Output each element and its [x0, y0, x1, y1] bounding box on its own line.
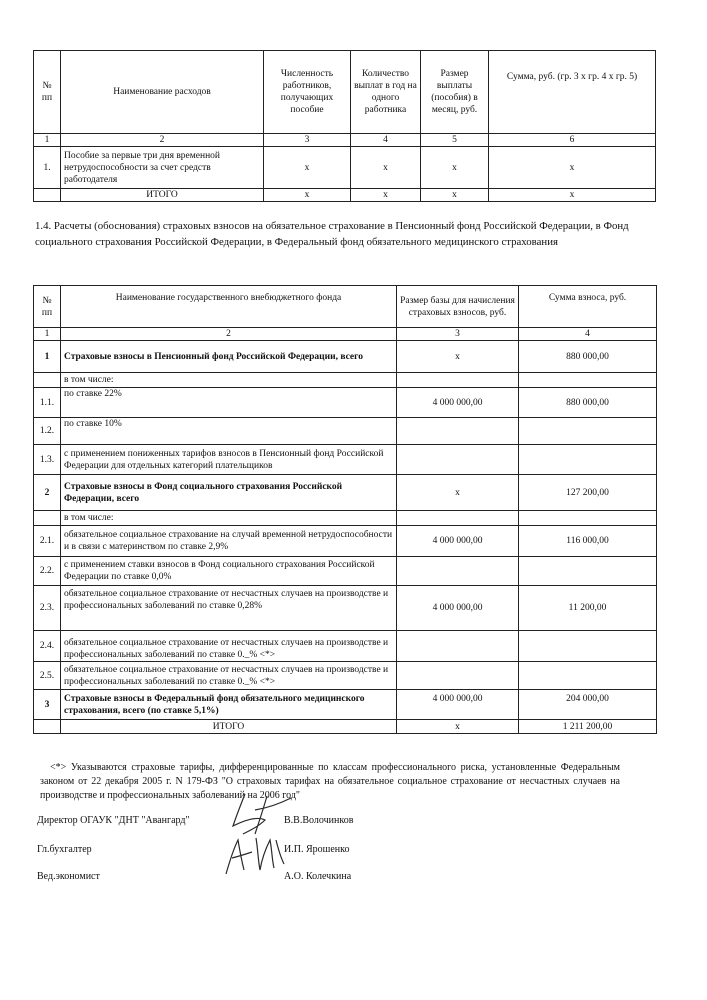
table-row: [34, 418, 657, 445]
total-cell: х: [421, 189, 489, 202]
row-name: с применением пониженных тарифов взносов в Пенсионный фонд Российской Федерации для отдельных категорий плательщиков: [61, 445, 397, 475]
table-row: [34, 147, 656, 189]
total-cell: х: [351, 189, 421, 202]
row-num: 1.2.: [34, 418, 61, 445]
handwritten-signature-accountant: [222, 830, 292, 880]
total-sum: 1 211 200,00: [519, 720, 657, 734]
row-sum: [519, 373, 657, 388]
row-cell: х: [351, 147, 421, 189]
footnote: <*> Указываются страховые тарифы, дифференцированные по классам профессионального риска, установленные Федеральным законом от 22 декабря 2005 г. N 179-ФЗ "О страховых тарифах на обязательное социальное страхование от несчастных случаев на производстве и профессиональных заболеваний на 2006 год": [40, 762, 620, 801]
header-contribution-sum: Сумма взноса, руб.: [519, 286, 657, 328]
row-base: [397, 631, 519, 662]
table-row: [34, 631, 657, 662]
table-row: [34, 586, 657, 631]
col-number: 3: [264, 134, 351, 147]
row-sum: 880 000,00: [519, 341, 657, 373]
col-number: 5: [421, 134, 489, 147]
row-num: 1.1.: [34, 388, 61, 418]
table-row: [34, 341, 657, 373]
row-sum: [519, 445, 657, 475]
row-base: [397, 373, 519, 388]
row-cell: х: [421, 147, 489, 189]
row-name: обязательное социальное страхование от несчастных случаев на производстве и профессиональных заболеваний по ставке 0._% <*>: [61, 662, 397, 690]
total-row: [34, 189, 656, 202]
row-sum: 127 200,00: [519, 475, 657, 511]
signature-title: Директор ОГАУК "ДНТ "Авангард": [37, 815, 190, 826]
row-sum: 880 000,00: [519, 388, 657, 418]
header-num: № пп: [34, 286, 61, 328]
signature-title: Гл.бухгалтер: [37, 844, 92, 855]
signature-title: Вед.экономист: [37, 871, 100, 882]
table-row: [34, 511, 657, 526]
row-name: Страховые взносы в Пенсионный фонд Российской Федерации, всего: [61, 341, 397, 373]
table-row: [34, 445, 657, 475]
row-num: 1.: [34, 147, 61, 189]
total-cell: х: [264, 189, 351, 202]
signature-name: В.В.Волочинков: [284, 815, 354, 826]
row-base: [397, 662, 519, 690]
total-label: ИТОГО: [61, 189, 264, 202]
total-cell: х: [489, 189, 656, 202]
row-num: [34, 511, 61, 526]
row-num: 2.5.: [34, 662, 61, 690]
row-num: 2.3.: [34, 586, 61, 631]
row-num: 2.4.: [34, 631, 61, 662]
row-sum: [519, 557, 657, 586]
table-row: [34, 388, 657, 418]
row-base: 4 000 000,00: [397, 526, 519, 557]
row-base: х: [397, 341, 519, 373]
header-sum: Сумма, руб. (гр. 3 х гр. 4 х гр. 5): [489, 51, 656, 134]
signature-name: И.П. Ярошенко: [284, 844, 350, 855]
header-expense-name: Наименование расходов: [61, 51, 264, 134]
row-cell: х: [489, 147, 656, 189]
row-sum: 116 000,00: [519, 526, 657, 557]
row-base: [397, 557, 519, 586]
signature-name: А.О. Колечкина: [284, 871, 352, 882]
col-number: 1: [34, 328, 61, 341]
row-sum: [519, 631, 657, 662]
row-name: Пособие за первые три дня временной нетрудоспособности за счет средств работодателя: [61, 147, 264, 189]
header-base: Размер базы для начисления страховых взносов, руб.: [397, 286, 519, 328]
contributions-table: [33, 285, 657, 734]
total-row: [34, 720, 657, 734]
row-base: [397, 445, 519, 475]
header-num: № пп: [34, 51, 61, 134]
row-name: Страховые взносы в Фонд социального страхования Российской Федерации, всего: [61, 475, 397, 511]
row-base: 4 000 000,00: [397, 388, 519, 418]
col-number: 1: [34, 134, 61, 147]
table-row: [34, 690, 657, 720]
row-name: с применением ставки взносов в Фонд социального страхования Российской Федерации по ставке 0,0%: [61, 557, 397, 586]
row-num: 2.1.: [34, 526, 61, 557]
col-number: 4: [351, 134, 421, 147]
row-num: 2: [34, 475, 61, 511]
row-name: по ставке 22%: [61, 388, 397, 418]
row-base: 4 000 000,00: [397, 690, 519, 720]
row-base: [397, 418, 519, 445]
table-row: [34, 662, 657, 690]
total-label: ИТОГО: [61, 720, 397, 734]
section-title: 1.4. Расчеты (обоснования) страховых взносов на обязательное страхование в Пенсионный фонд Российской Федерации, в Фонд социального страхования Российской Федерации, в Федеральный фонд обязательного медицинского страхования: [35, 220, 629, 248]
row-sum: 204 000,00: [519, 690, 657, 720]
col-number: 3: [397, 328, 519, 341]
header-payments-count: Количество выплат в год на одного работника: [351, 51, 421, 134]
row-base: [397, 511, 519, 526]
row-base: х: [397, 475, 519, 511]
expenses-table: [33, 50, 656, 202]
row-sum: 11 200,00: [519, 586, 657, 631]
row-num: 1: [34, 341, 61, 373]
total-base: х: [397, 720, 519, 734]
row-name: обязательное социальное страхование от несчастных случаев на производстве и профессиональных заболеваний по ставке 0,28%: [61, 586, 397, 631]
header-fund-name: Наименование государственного внебюджетного фонда: [61, 286, 397, 328]
row-cell: х: [264, 147, 351, 189]
header-payment-size: Размер выплаты (пособия) в месяц, руб.: [421, 51, 489, 134]
table-row: [34, 475, 657, 511]
row-num: 1.3.: [34, 445, 61, 475]
row-sum: [519, 662, 657, 690]
row-sum: [519, 418, 657, 445]
row-num: 3: [34, 690, 61, 720]
header-workers: Численность работников, получающих пособие: [264, 51, 351, 134]
table-row: [34, 373, 657, 388]
table-row: [34, 557, 657, 586]
row-name: обязательное социальное страхование от несчастных случаев на производстве и профессиональных заболеваний по ставке 0._% <*>: [61, 631, 397, 662]
row-name: обязательное социальное страхование на случай временной нетрудоспособности и в связи с материнством по ставке 2,9%: [61, 526, 397, 557]
col-number: 6: [489, 134, 656, 147]
table-row: [34, 526, 657, 557]
row-base: 4 000 000,00: [397, 586, 519, 631]
col-number: 2: [61, 328, 397, 341]
row-name: Страховые взносы в Федеральный фонд обязательного медицинского страхования, всего (по ставке 5,1%): [61, 690, 397, 720]
row-sum: [519, 511, 657, 526]
col-number: 2: [61, 134, 264, 147]
row-name: в том числе:: [61, 511, 397, 526]
col-number: 4: [519, 328, 657, 341]
row-num: 2.2.: [34, 557, 61, 586]
row-num: [34, 373, 61, 388]
row-name: по ставке 10%: [61, 418, 397, 445]
row-name: в том числе:: [61, 373, 397, 388]
